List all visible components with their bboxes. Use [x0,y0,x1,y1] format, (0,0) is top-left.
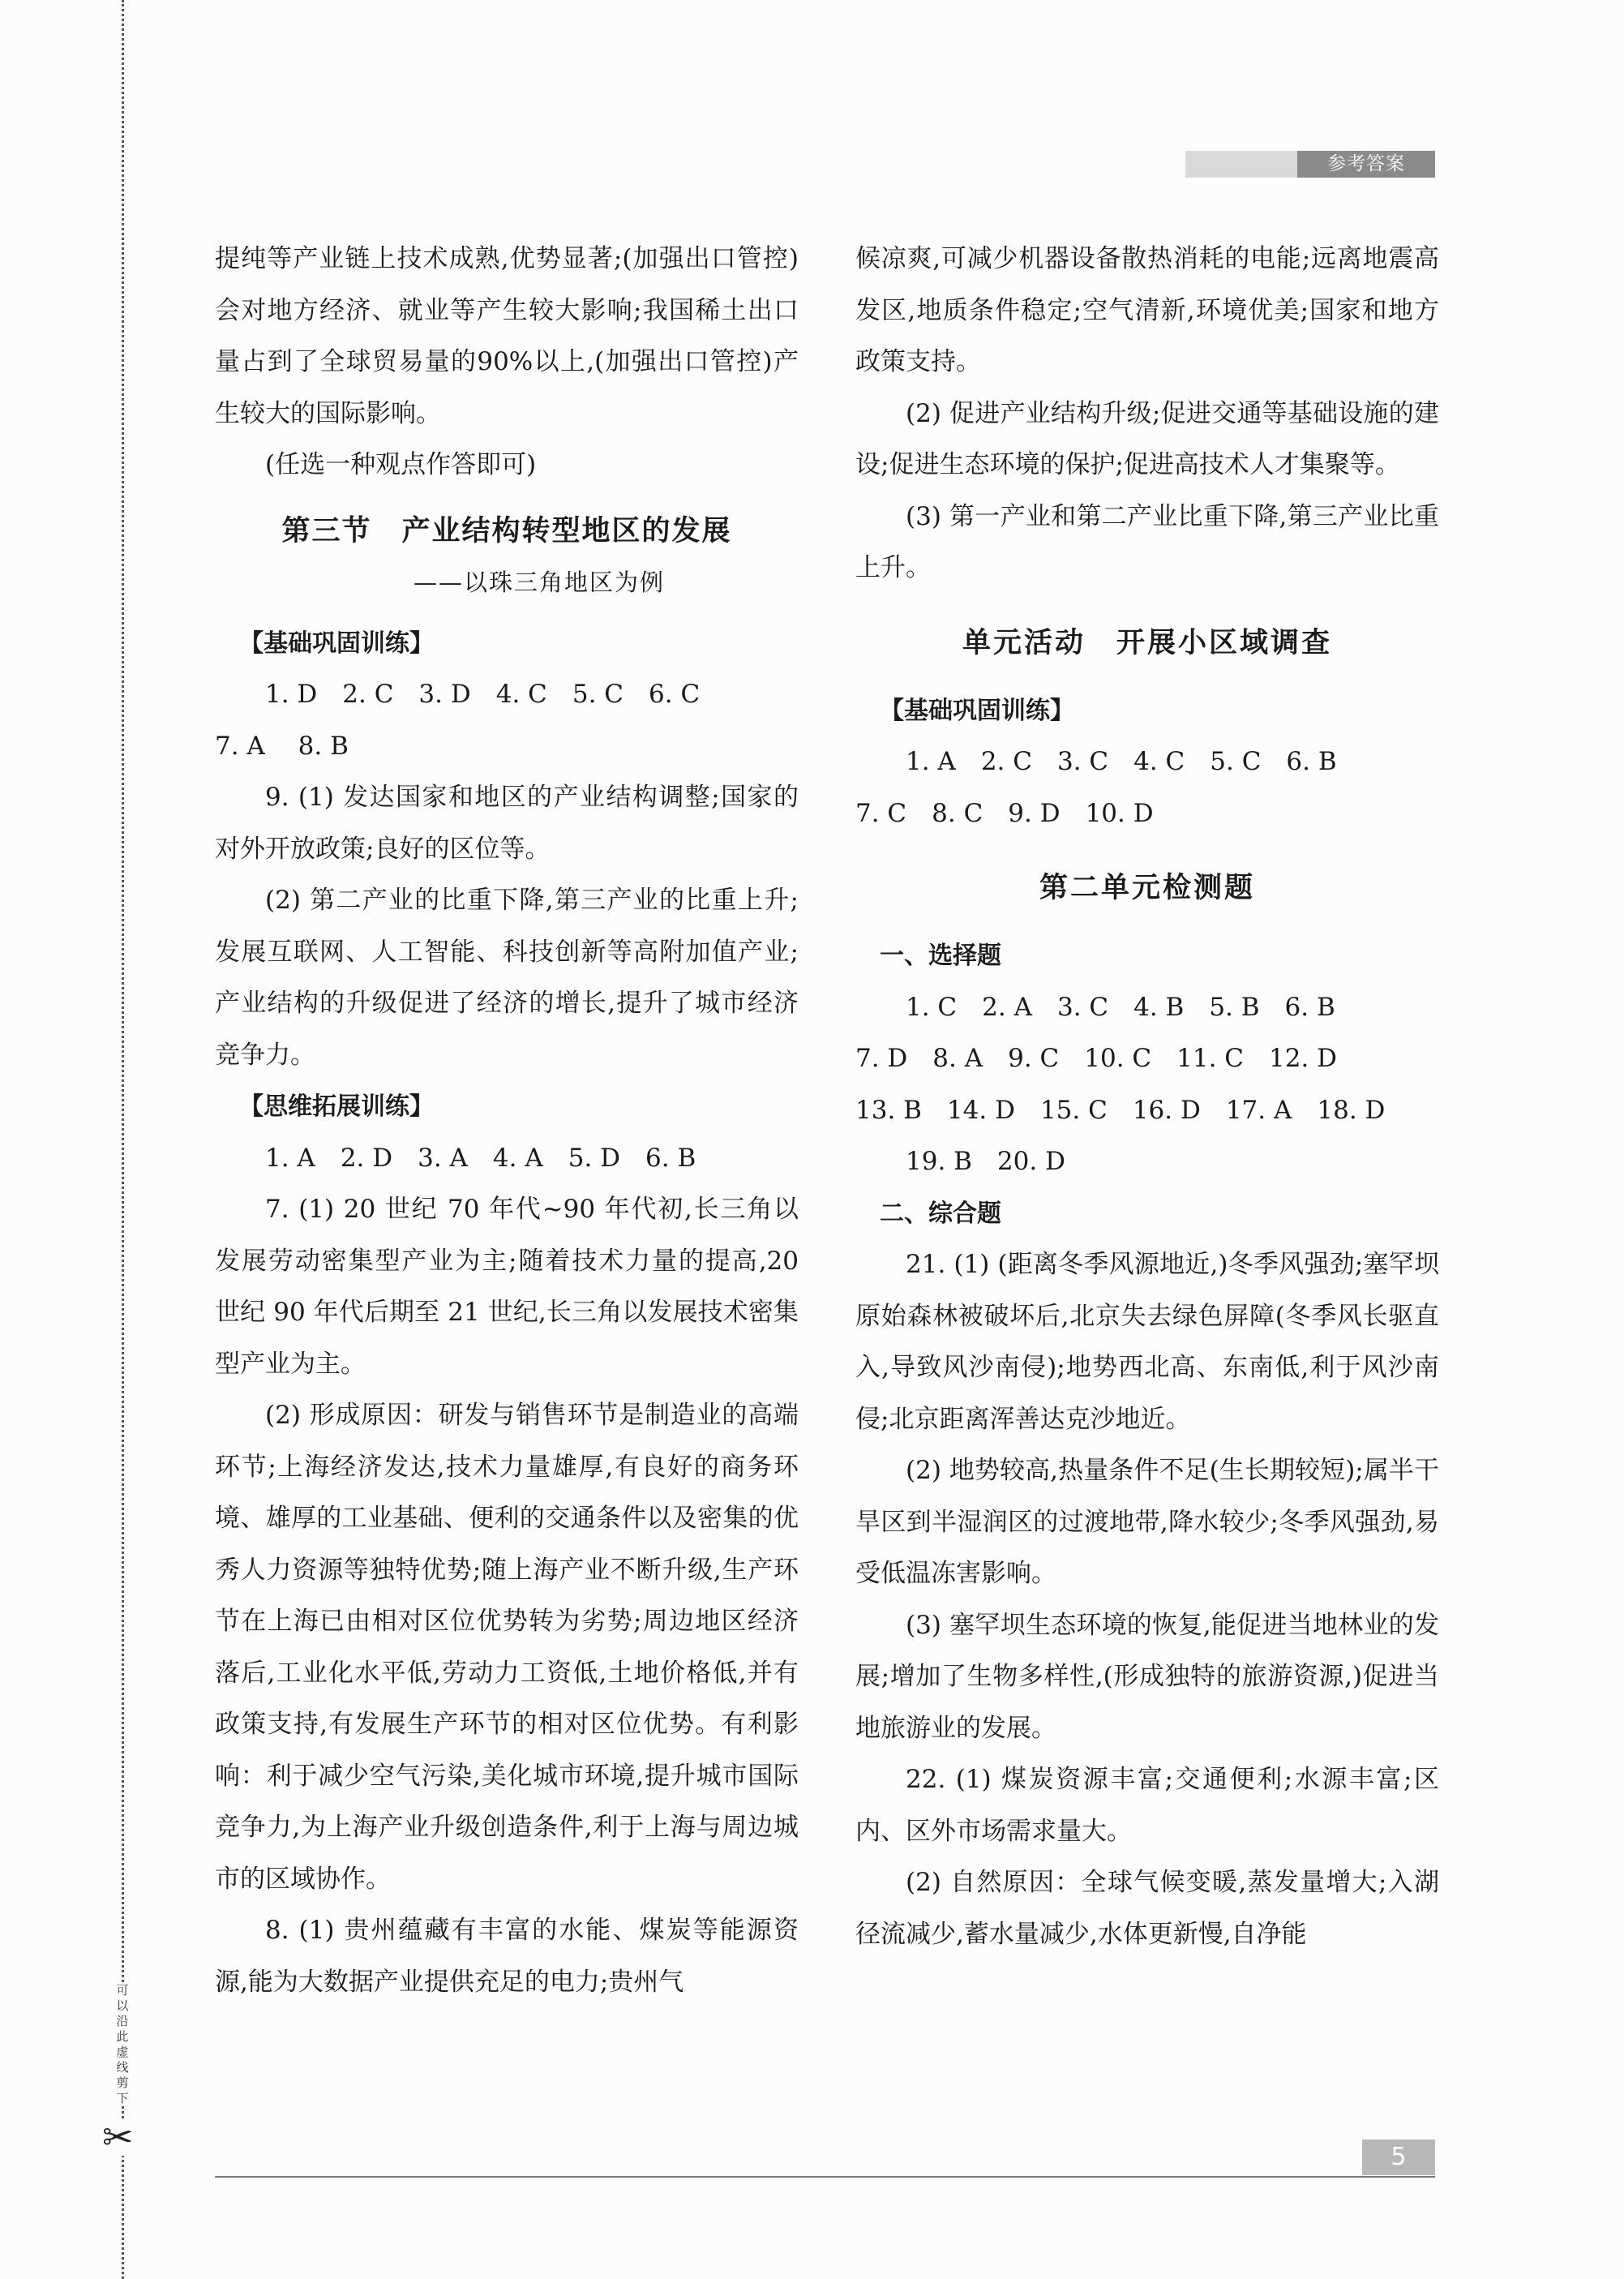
paragraph: 7. (1) 20 世纪 70 年代~90 年代初,长三角以发展劳动密集型产业为主;随着技术力量的提高,20 世纪 90 年代后期至 21 世纪,长三角以发展技术密集型产业为主。 [215,1195,799,1379]
paragraph: 提纯等产业链上技术成熟,优势显著;(加强出口管控)会对地方经济、就业等产生较大影响;我国稀土出口量占到了全球贸易量的90%以上,(加强出口管控)产生较大的国际影响。 [215,244,799,428]
test-title: 第二单元检测题 [1039,871,1255,904]
answer-line: 7. D 8. A 9. C 10. C 11. C 12. D [855,1044,1338,1073]
answer-line: 7. A 8. B [215,731,349,761]
paragraph: 8. (1) 贵州蕴藏有丰富的水能、煤炭等能源资源,能为大数据产业提供充足的电力;贵州气 [215,1916,799,1997]
paragraph: 候凉爽,可减少机器设备散热消耗的电能;远离地震高发区,地质条件稳定;空气清新,环境优美;国家和地方政策支持。 [855,244,1439,376]
answer-line: 13. B 14. D 15. C 16. D 17. A 18. D [855,1095,1386,1125]
left-column [215,234,799,2008]
answer-line: 1. D 2. C 3. D 4. C 5. C 6. C [265,680,701,709]
paragraph: 22. (1) 煤炭资源丰富;交通便利;水源丰富;区内、区外市场需求量大。 [855,1765,1439,1846]
cut-dotted-line [122,0,124,2279]
paragraph: 21. (1) (距离冬季风源地近,)冬季风强劲;塞罕坝原始森林被破坏后,北京失去绿色屏障(冬季风长驱直入,导致风沙南侵);地势西北高、东南低,利于风沙南侵;北京距离浑善达克沙地近。 [855,1250,1439,1434]
answer-line: 1. A 2. D 3. A 4. A 5. D 6. B [265,1143,696,1173]
answer-line: 19. B 20. D [906,1147,1065,1176]
basic-training-heading: 【基础巩固训练】 [880,696,1074,725]
section-subtitle: ——以珠三角地区为例 [413,568,665,596]
thinking-training-heading: 【思维拓展训练】 [239,1092,434,1121]
header-bar [1185,151,1435,178]
paragraph: (2) 自然原因：全球气候变暖,蒸发量增大;入湖径流减少,蓄水量减少,水体更新慢,自净能 [855,1868,1439,1949]
answer-line: 1. A 2. C 3. C 4. C 5. C 6. B [906,747,1337,776]
scissors-icon: ✂ [102,2115,134,2159]
answer-line: 1. C 2. A 3. C 4. B 5. B 6. B [906,992,1335,1022]
paragraph: (2) 第二产业的比重下降,第三产业的比重上升;发展互联网、人工智能、科技创新等高附加值产业;产业结构的升级促进了经济的增长,提升了城市经济竞争力。 [215,886,799,1070]
answer-line: 7. C 8. C 9. D 10. D [855,798,1154,828]
paragraph: (2) 促进产业结构升级;促进交通等基础设施的建设;促进生态环境的保护;促进高技术人才集聚等。 [855,398,1439,479]
cut-instruction: 可以沿此虚线剪下 [112,1983,133,2106]
section-title: 第三节 产业结构转型地区的发展 [281,513,732,547]
basic-training-heading: 【基础巩固训练】 [239,629,434,658]
header-tag: 参考答案 [1297,151,1435,178]
paragraph: 9. (1) 发达国家和地区的产业结构调整;国家的对外开放政策;良好的区位等。 [215,783,799,864]
paragraph: (3) 第一产业和第二产业比重下降,第三产业比重上升。 [855,501,1439,582]
choice-heading: 一、选择题 [880,942,1001,970]
paragraph: (2) 地势较高,热量条件不足(生长期较短);属半干旱区到半湿润区的过渡地带,降水较少;冬季风强劲,易受低温冻害影响。 [855,1456,1439,1588]
paragraph: (任选一种观点作答即可) [265,450,537,479]
paragraph: (3) 塞罕坝生态环境的恢复,能促进当地林业的发展;增加了生物多样性,(形成独特的旅游资源,)促进当地旅游业的发展。 [855,1610,1439,1743]
footer-rule [215,2176,1435,2178]
comprehensive-heading: 二、综合题 [880,1199,1001,1228]
right-column [855,234,1439,1960]
paragraph: (2) 形成原因：研发与销售环节是制造业的高端环节;上海经济发达,技术力量雄厚,有良好的商务环境、雄厚的工业基础、便利的交通条件以及密集的优秀人力资源等独特优势;随上海产业不断升级,生产环节在上海已由相对区位优势转为劣势;周边地区经济落后,工业化水平低,劳动力工资低,土地价格低,并有政策支持,有发展生产环节的相对区位优势。有利影响：利于减少空气污染,美化城市环境,提升城市国际竞争力,为上海产业升级创造条件,利于上海与周边城市的区域协作。 [215,1401,799,1894]
activity-title: 单元活动 开展小区域调查 [962,625,1332,659]
page-number: 5 [1362,2140,1435,2175]
